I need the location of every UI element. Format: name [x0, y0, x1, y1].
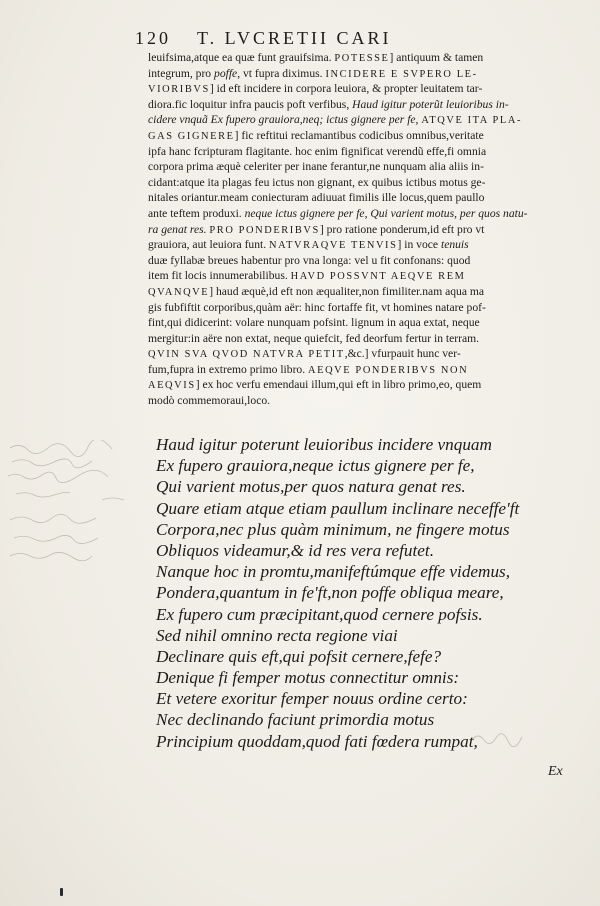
handwritten-marginalia: [6, 440, 146, 590]
page-header: [135, 28, 585, 50]
commentary-line: [148, 190, 560, 206]
commentary-line: [148, 362, 560, 378]
verse-line: Pondera,quantum in fe'ft,non poffe obliqua meare,: [156, 583, 504, 603]
commentary-line: [148, 112, 560, 128]
verse-line: Corpora,nec plus quàm minimum, ne fingere motus: [156, 519, 510, 539]
verse-line: Obliquos videamur,& id res vera refutet.: [156, 540, 434, 560]
quoted-verse-text: poffe: [214, 66, 238, 80]
lemma-text: QVANQVE: [148, 286, 210, 298]
commentary-text: ] id eft incidere in corpora leuiora, & propter leuitatem tar-: [209, 82, 483, 96]
commentary-text: ante teftem produxi.: [148, 206, 245, 220]
commentary-line: [148, 206, 560, 222]
commentary-text: ] ex hoc verfu emendaui illum,qui eft in libro primo,eo, quem: [195, 378, 482, 392]
commentary-text: corpora prima æquè celeriter per inane ferantur,ne nunquam alia aliis in-: [148, 160, 484, 174]
commentary-line: [148, 175, 560, 191]
commentary-text: ] pro ratione ponderum,id eft pro vt: [319, 222, 485, 236]
verse-line: Et vetere exoritur femper nouus ordine certo:: [156, 689, 468, 709]
commentary-line: [148, 268, 560, 284]
commentary-line: [148, 331, 560, 347]
commentary-text: ] fic reftitui reclamantibus codicibus omnibus,veritate: [234, 128, 484, 142]
verse-line: Sed nihil omnino recta regione viai: [156, 625, 398, 645]
ink-mark: [60, 888, 63, 896]
commentary-text: item fit locis innumerabilibus.: [148, 269, 291, 283]
catchword: Ex: [548, 764, 563, 779]
verse-line: Quare etiam atque etiam paullum inclinare neceffe'ft: [156, 498, 520, 518]
marginalia-scribble-icon: [6, 440, 146, 590]
commentary-line: [148, 81, 560, 97]
lemma-text: GAS GIGNERE: [148, 130, 235, 142]
lemma-text: VIORIBVS: [148, 84, 210, 96]
commentary-text: mergitur:in aëre non extat, neque quiefcit, fed deorfum fertur in terram.: [148, 331, 480, 345]
commentary-text: ] antiquum & tamen: [389, 51, 484, 64]
commentary-text: nitales oriantur.meam coniecturam adiuuat fimilis ille locus,quem paullo: [148, 191, 485, 205]
handwritten-note-right: [470, 726, 530, 750]
lemma-text: POTESSE: [334, 53, 390, 64]
commentary-text: fum,fupra in extremo primo libro.: [148, 362, 309, 376]
commentary-text: modò commemoraui,loco.: [148, 394, 271, 408]
commentary-block: [148, 50, 560, 409]
commentary-text: , vt fupra diximus.: [237, 66, 326, 80]
commentary-text: grauiora, aut leuiora funt.: [148, 238, 270, 252]
lemma-text: HAVD POSSVNT AEQVE REM: [290, 271, 466, 283]
verse-line: Denique fi femper motus connectitur omnis:: [156, 668, 460, 688]
lemma-text: AEQVE PONDERIBVS NON: [308, 364, 469, 376]
commentary-line: [148, 128, 560, 144]
running-title: T. LVCRETII CARI: [197, 28, 392, 48]
commentary-line: [148, 315, 560, 331]
quoted-verse-text: ra genat res.: [148, 222, 207, 236]
quoted-verse-text: tenuis: [440, 238, 469, 252]
commentary-line: [148, 50, 560, 66]
commentary-line: [148, 159, 560, 175]
quoted-verse-text: neque ictus gignere per fe, Qui varient motus, per quos natu-: [244, 206, 528, 220]
commentary-text: ipfa hanc fcripturam flagitante. hoc enim fignificat verendũ effe,fi omnia: [148, 144, 487, 158]
verse-line: Nanque hoc in promtu,manifeftúmque effe videmus,: [156, 562, 511, 582]
lemma-text: PRO PONDERIBVS: [209, 224, 320, 236]
lemma-text: QVIN SVA QVOD NATVRA PETIT: [148, 349, 345, 361]
commentary-text: ] haud æquè,id eft non æqualiter,non fimiliter.nam aqua ma: [209, 284, 485, 298]
commentary-line: [148, 97, 560, 113]
commentary-line: [148, 377, 560, 393]
verse-line: Ex fupero cum præcipitant,quod cernere pofsis.: [156, 604, 483, 624]
commentary-text: diora.fic loquitur infra paucis poft verfibus,: [148, 97, 353, 111]
commentary-text: fint,qui didicerint: volare nunquam pofsint. lignum in aqua extat, neque: [148, 316, 480, 330]
verse-line: Nec declinando faciunt primordia motus: [156, 710, 435, 730]
verse-block: [156, 434, 576, 752]
commentary-text: leuifsima,atque ea quæ funt grauifsima.: [148, 51, 335, 64]
verse-line: Declinare quis eft,qui pofsit cernere,fefe?: [156, 646, 442, 666]
verse-line: Principium quoddam,quod fati fœdera rumpat,: [156, 731, 478, 751]
lemma-text: ATQVE ITA PLA-: [421, 115, 523, 127]
commentary-line: [148, 222, 560, 238]
lemma-text: INCIDERE E SVPERO LE-: [325, 68, 478, 80]
scribble-icon: [470, 726, 530, 750]
commentary-line: [148, 346, 560, 362]
commentary-line: [148, 237, 560, 253]
commentary-line: [148, 300, 560, 316]
verse-line: Ex fupero grauiora,neque ictus gignere per fe,: [156, 456, 475, 476]
lemma-text: AEQVIS: [148, 380, 196, 392]
commentary-line: [148, 393, 560, 409]
page-number: 120: [135, 28, 171, 48]
commentary-line: [148, 66, 560, 82]
commentary-line: [148, 284, 560, 300]
commentary-text: duæ fyllabæ breues habentur pro vna longa: vel u fit confonans: quod: [148, 253, 471, 267]
commentary-text: gis fubfiftit corporibus,quàm aër: hinc fortaffe fit, vt homines natare pof-: [148, 300, 486, 314]
verse-line: Haud igitur poterunt leuioribus incidere vnquam: [156, 435, 492, 454]
commentary-text: cidant:atque ita plagas feu ictus non gignant, ex quibus ictibus motus ge-: [148, 175, 486, 189]
commentary-line: [148, 253, 560, 269]
commentary-text: ] in voce: [397, 238, 441, 252]
lemma-text: NATVRAQVE TENVIS: [269, 240, 398, 252]
quoted-verse-text: Haud igitur poterũt leuioribus in-: [352, 97, 509, 111]
verse-line: Qui varient motus,per quos natura genat res.: [156, 477, 466, 497]
quoted-verse-text: cidere vnquã Ex fupero grauiora,neq; ictus gignere per fe,: [148, 113, 419, 127]
commentary-text: integrum, pro: [148, 66, 215, 80]
commentary-text: ,&c.] vfurpauit hunc ver-: [344, 347, 461, 361]
commentary-line: [148, 144, 560, 160]
